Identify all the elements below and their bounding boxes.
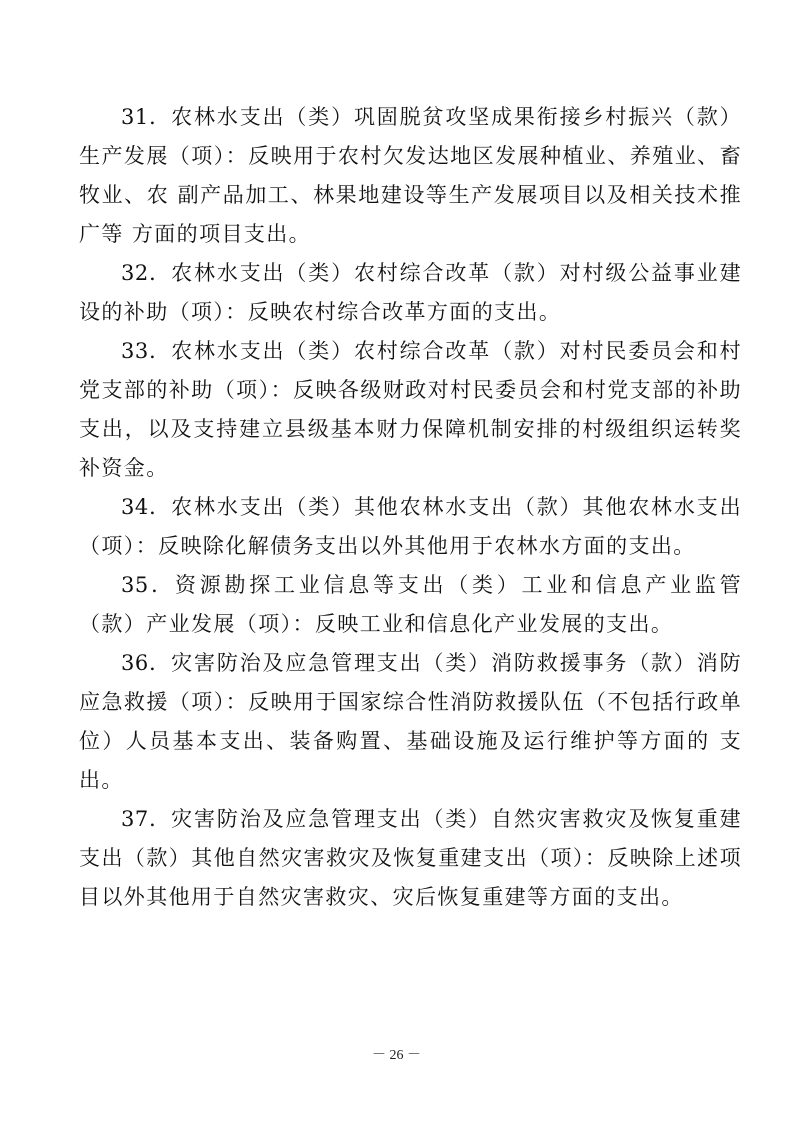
document-body: [79, 98, 742, 917]
paragraph-text: 农林水支出（类）农村综合改革（款）对村级公益事业建设的补助（项）：反映农村综合改革方面的支出。: [79, 261, 742, 324]
paragraph-number: 33．: [121, 339, 172, 363]
paragraph-number: 34．: [121, 495, 172, 519]
paragraph-33: [79, 332, 742, 488]
paragraph-32: [79, 254, 742, 332]
paragraph-text: 灾害防治及应急管理支出（类）自然灾害救灾及恢复重建支出（款）其他自然灾害救灾及恢复重建支出（项）：反映除上述项目以外其他用于自然灾害救灾、灾后恢复重建等方面的支出。: [79, 807, 742, 909]
paragraph-35: [79, 566, 742, 644]
paragraph-number: 35．: [121, 573, 175, 597]
paragraph-text: 农林水支出（类）其他农林水支出（款）其他农林水支出（项）：反映除化解债务支出以外其他用于农林水方面的支出。: [79, 495, 742, 558]
paragraph-number: 37．: [121, 807, 172, 831]
paragraph-text: 农林水支出（类）农村综合改革（款）对村民委员会和村党支部的补助（项）：反映各级财政对村民委员会和村党支部的补助支出，以及支持建立县级基本财力保障机制安排的村级组织运转奖补资金。: [79, 339, 742, 480]
paragraph-text: 资源勘探工业信息等支出（类）工业和信息产业监管（款）产业发展（项）：反映工业和信息化产业发展的支出。: [79, 573, 742, 636]
paragraph-36: [79, 644, 742, 800]
paragraph-number: 36．: [121, 651, 172, 675]
page-number: － 26 －: [372, 1048, 421, 1063]
paragraph-text: 农林水支出（类）巩固脱贫攻坚成果衔接乡村振兴（款）生产发展（项）：反映用于农村欠发达地区发展种植业、养殖业、畜牧业、农 副产品加工、林果地建设等生产发展项目以及相关技术推广等 方面的项目支出。: [79, 105, 742, 246]
paragraph-text: 灾害防治及应急管理支出（类）消防救援事务（款）消防应急救援（项）：反映用于国家综合性消防救援队伍（不包括行政单位）人员基本支出、装备购置、基础设施及运行维护等方面的 支出。: [79, 651, 742, 792]
paragraph-number: 31．: [121, 105, 172, 129]
paragraph-37: [79, 800, 742, 917]
paragraph-number: 32．: [121, 261, 172, 285]
paragraph-31: [79, 98, 742, 254]
paragraph-34: [79, 488, 742, 566]
